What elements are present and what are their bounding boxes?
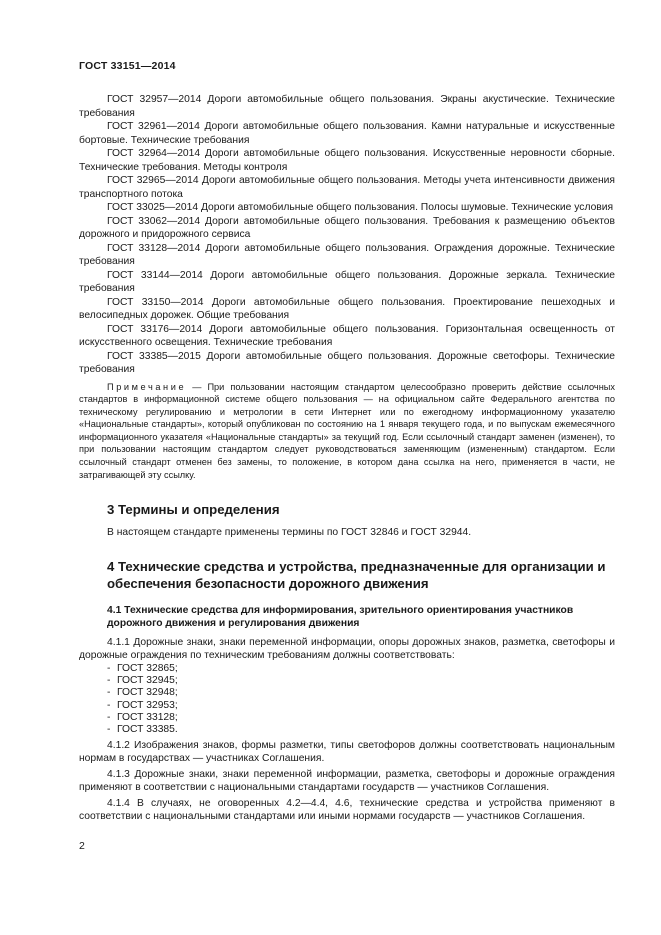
note-label: Примечание (107, 381, 187, 392)
subsection-4-1-heading: 4.1 Технические средства для информирования, зрительного ориентирования участников дорожного движения и регулирования движения (107, 604, 574, 630)
reference-item: ГОСТ 33062—2014 Дороги автомобильные общего пользования. Требования к размещению объектов дорожного и придорожного сервиса (79, 215, 615, 240)
paragraph-4-1-3: 4.1.3 Дорожные знаки, знаки переменной информации, разметка, светофоры и дорожные ограждения применяют в соответствии с национальными стандартами государств — участников Соглашения. (79, 768, 615, 794)
list-item: - ГОСТ 32945; (107, 675, 178, 687)
reference-item: ГОСТ 33128—2014 Дороги автомобильные общего пользования. Ограждения дорожные. Технические требования (79, 242, 615, 267)
reference-item: ГОСТ 33176—2014 Дороги автомобильные общего пользования. Горизонтальная освещенность от искусственного освещения. Технические требования (79, 323, 615, 348)
section-4-heading: 4 Технические средства и устройства, предназначенные для организации и обеспечения безопасности дорожного движения (107, 558, 606, 591)
reference-list (79, 93, 615, 377)
list-item: - ГОСТ 33128; (107, 711, 178, 723)
paragraph-4-1-1: 4.1.1 Дорожные знаки, знаки переменной информации, опоры дорожных знаков, разметка, светофоры и дорожные ограждения по техническим требованиям должны соответствовать: (79, 636, 615, 662)
paragraph-4-1-2: 4.1.2 Изображения знаков, формы разметки, типы светофоров должны соответствовать национальным нормам в государствах — участниках Соглашения. (79, 739, 615, 765)
reference-item: ГОСТ 33150—2014 Дороги автомобильные общего пользования. Проектирование пешеходных и велосипедных дорожек. Общие требования (79, 296, 615, 321)
paragraph-4-1-4: 4.1.4 В случаях, не оговоренных 4.2—4.4, 4.6, технические средства и устройства применяют в соответствии с национальными стандартами или иными нормами государств — участников Соглашения. (79, 797, 615, 823)
note-text: — При пользовании настоящим стандартом целесообразно проверить действие ссылочных стандартов в информационной системе общего пользования — на официальном сайте Федерального агентства по техническому регулированию и метрологии в сети Интернет или по ежегодному информационному указателю «Национальные стандарты», который опубликован по состоянию на 1 января текущего года, и по выпускам ежемесячного информационного указателя «Национальные стандарты» за текущий год. Если ссылочный стандарт заменен (изменен), то при пользовании настоящим стандартом следует руководствоваться заменяющим (измененным) стандартом. Если ссылочный стандарт отменен без замены, то положение, в котором дана ссылка на него, применяется в части, не затрагивающей эту ссылку. (79, 381, 615, 480)
note (79, 381, 615, 482)
list-item: - ГОСТ 32948; (107, 687, 178, 699)
reference-item: ГОСТ 32957—2014 Дороги автомобильные общего пользования. Экраны акустические. Технические требования (79, 94, 615, 119)
section-3-heading: 3 Термины и определения (107, 502, 280, 518)
list-item: - ГОСТ 33385. (107, 724, 178, 736)
page-number: 2 (79, 840, 85, 852)
section-3-text: В настоящем стандарте применены термины по ГОСТ 32846 и ГОСТ 32944. (107, 527, 472, 539)
list-item: - ГОСТ 32865; (107, 662, 178, 674)
reference-item: ГОСТ 32964—2014 Дороги автомобильные общего пользования. Искусственные неровности сборные. Технические требования. Методы контроля (79, 148, 615, 173)
list-item: - ГОСТ 32953; (107, 699, 178, 711)
reference-item: ГОСТ 33385—2015 Дороги автомобильные общего пользования. Дорожные светофоры. Технические требования (79, 350, 615, 375)
reference-item: ГОСТ 33025—2014 Дороги автомобильные общего пользования. Полосы шумовые. Технические условия (107, 202, 614, 213)
document-body (79, 93, 615, 824)
reference-item: ГОСТ 33144—2014 Дороги автомобильные общего пользования. Дорожные зеркала. Технические требования (79, 269, 615, 294)
standards-list (79, 663, 615, 737)
document-header: ГОСТ 33151—2014 (79, 60, 176, 72)
reference-item: ГОСТ 32965—2014 Дороги автомобильные общего пользования. Методы учета интенсивности движения транспортного потока (79, 175, 615, 200)
reference-item: ГОСТ 32961—2014 Дороги автомобильные общего пользования. Камни натуральные и искусственные бортовые. Технические требования (79, 121, 615, 146)
